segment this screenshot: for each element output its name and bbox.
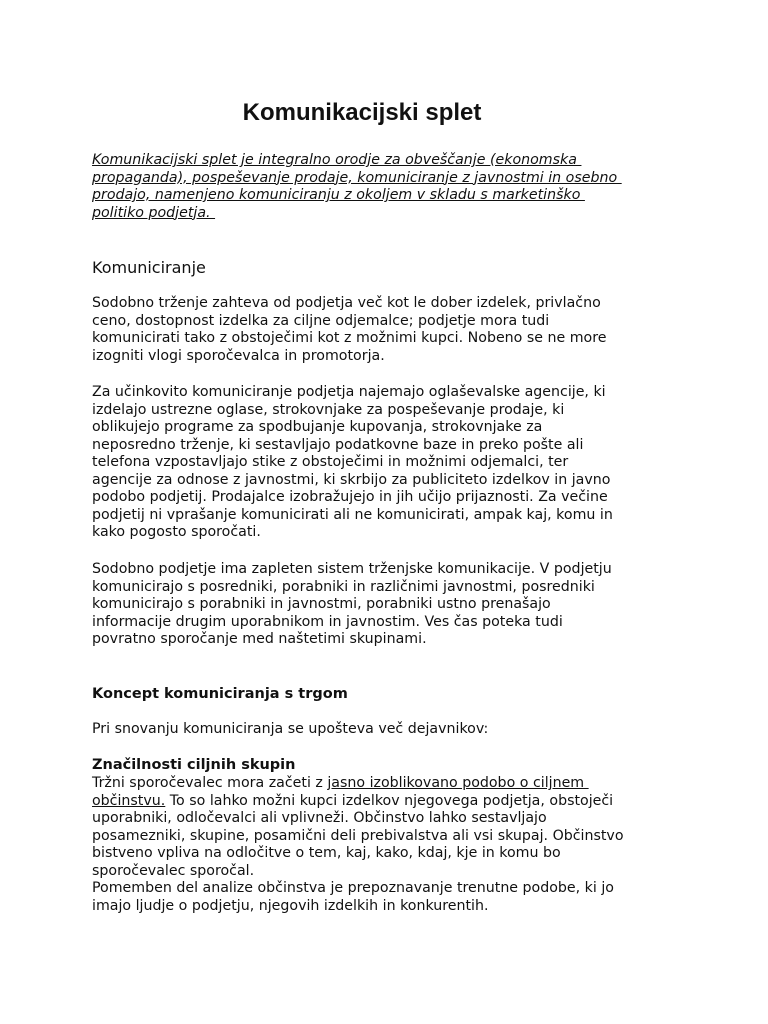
section-heading-komuniciranje: Komuniciranje bbox=[92, 258, 206, 277]
section-heading-koncept: Koncept komuniciranja s trgom bbox=[92, 686, 348, 702]
text-line: bistveno vpliva na odločitve o tem, kaj, kako, kdaj, kje in komu bo bbox=[92, 845, 561, 861]
text-line: neposredno trženje, ki sestavljajo podatkovne baze in preko pošte ali bbox=[92, 436, 584, 453]
text-line bbox=[92, 775, 692, 793]
text-line: Za učinkovito komuniciranje podjetja najemajo oglaševalske agencije, ki bbox=[92, 384, 606, 400]
subheading-ciljne-skupine: Značilnosti ciljnih skupin bbox=[92, 757, 296, 773]
text-line: komunicirajo s posredniki, porabniki in različnimi javnostmi, posredniki bbox=[92, 578, 595, 595]
text-line: komunicirati tako z obstoječimi kot z možnimi kupci. Nobeno se ne more bbox=[92, 330, 607, 346]
text-line: telefona vzpostavljajo stike z obstoječimi in možnimi odjemalci, ter bbox=[92, 454, 569, 470]
text-line: agencije za odnose z javnostmi, ki skrbijo za publiciteto izdelkov in javno bbox=[92, 471, 611, 488]
text-line: posamezniki, skupine, posamični deli prebivalstva ali vsi skupaj. Občinstvo bbox=[92, 827, 624, 844]
paragraph-sodobno-trzenje bbox=[92, 295, 692, 365]
text-line: izdelajo ustrezne oglase, strokovnjake za pospeševanje prodaje, ki bbox=[92, 401, 565, 418]
text-line: kako pogosto sporočati. bbox=[92, 524, 261, 540]
text-line: sporočevalec sporočal. bbox=[92, 862, 255, 879]
text-line: podjetij ni vprašanje komunicirati ali ne komunicirati, ampak kaj, komu in bbox=[92, 506, 613, 523]
text-line: podobo podjetij. Prodajalce izobražujejo in jih učijo prijaznosti. Za večine bbox=[92, 489, 608, 505]
paragraph-ucinkovito-komuniciranje bbox=[92, 384, 692, 542]
document-title: Komunikacijski splet bbox=[242, 99, 482, 126]
text-line: Pomemben del analize občinstva je prepoznavanje trenutne podobe, ki jo bbox=[92, 880, 614, 896]
text-line bbox=[92, 793, 692, 811]
text-line: Pri snovanju komuniciranja se upošteva več dejavnikov: bbox=[92, 721, 489, 737]
intro-line: politiko podjetja. bbox=[92, 204, 216, 221]
text-line: uporabniki, odločevalci ali vplivneži. Občinstvo lahko sestavljajo bbox=[92, 810, 547, 826]
underlined-phrase: jasno izoblikovano podobo o ciljnem bbox=[327, 775, 589, 791]
paragraph-sodobno-podjetje bbox=[92, 561, 692, 649]
intro-line: Komunikacijski splet je integralno orodje za obveščanje (ekonomska bbox=[92, 152, 582, 168]
text-segment: To so lahko možni kupci izdelkov njegovega podjetja, obstoječi bbox=[165, 792, 614, 809]
paragraph-snovanje bbox=[92, 721, 692, 739]
text-segment: Tržni sporočevalec mora začeti z bbox=[92, 775, 328, 791]
intro-line: prodajo, namenjeno komuniciranju z okoljem v skladu s marketinško bbox=[92, 187, 585, 203]
text-line: ceno, dostopnost izdelka za ciljne odjemalce; podjetje mora tudi bbox=[92, 312, 550, 329]
intro-paragraph bbox=[92, 152, 692, 222]
text-line: informacije drugim uporabnikom in javnostim. Ves čas poteka tudi bbox=[92, 613, 563, 630]
paragraph-trzni-sporocevalec bbox=[92, 775, 692, 915]
text-line: imajo ljudje o podjetju, njegovih izdelkih in konkurentih. bbox=[92, 897, 489, 914]
text-line: izogniti vlogi sporočevalca in promotorja. bbox=[92, 347, 385, 364]
text-line: oblikujejo programe za spodbujanje kupovanja, strokovnjake za bbox=[92, 419, 543, 435]
text-line: povratno sporočanje med naštetimi skupinami. bbox=[92, 631, 427, 647]
underlined-phrase: občinstvu. bbox=[92, 792, 166, 809]
text-line: komunicirajo s porabniki in javnostmi, porabniki ustno prenašajo bbox=[92, 596, 551, 612]
text-line: Sodobno podjetje ima zapleten sistem trženjske komunikacije. V podjetju bbox=[92, 561, 612, 577]
text-line: Sodobno trženje zahteva od podjetja več kot le dober izdelek, privlačno bbox=[92, 295, 601, 311]
intro-line: propaganda), pospeševanje prodaje, komuniciranje z javnostmi in osebno bbox=[92, 169, 622, 186]
